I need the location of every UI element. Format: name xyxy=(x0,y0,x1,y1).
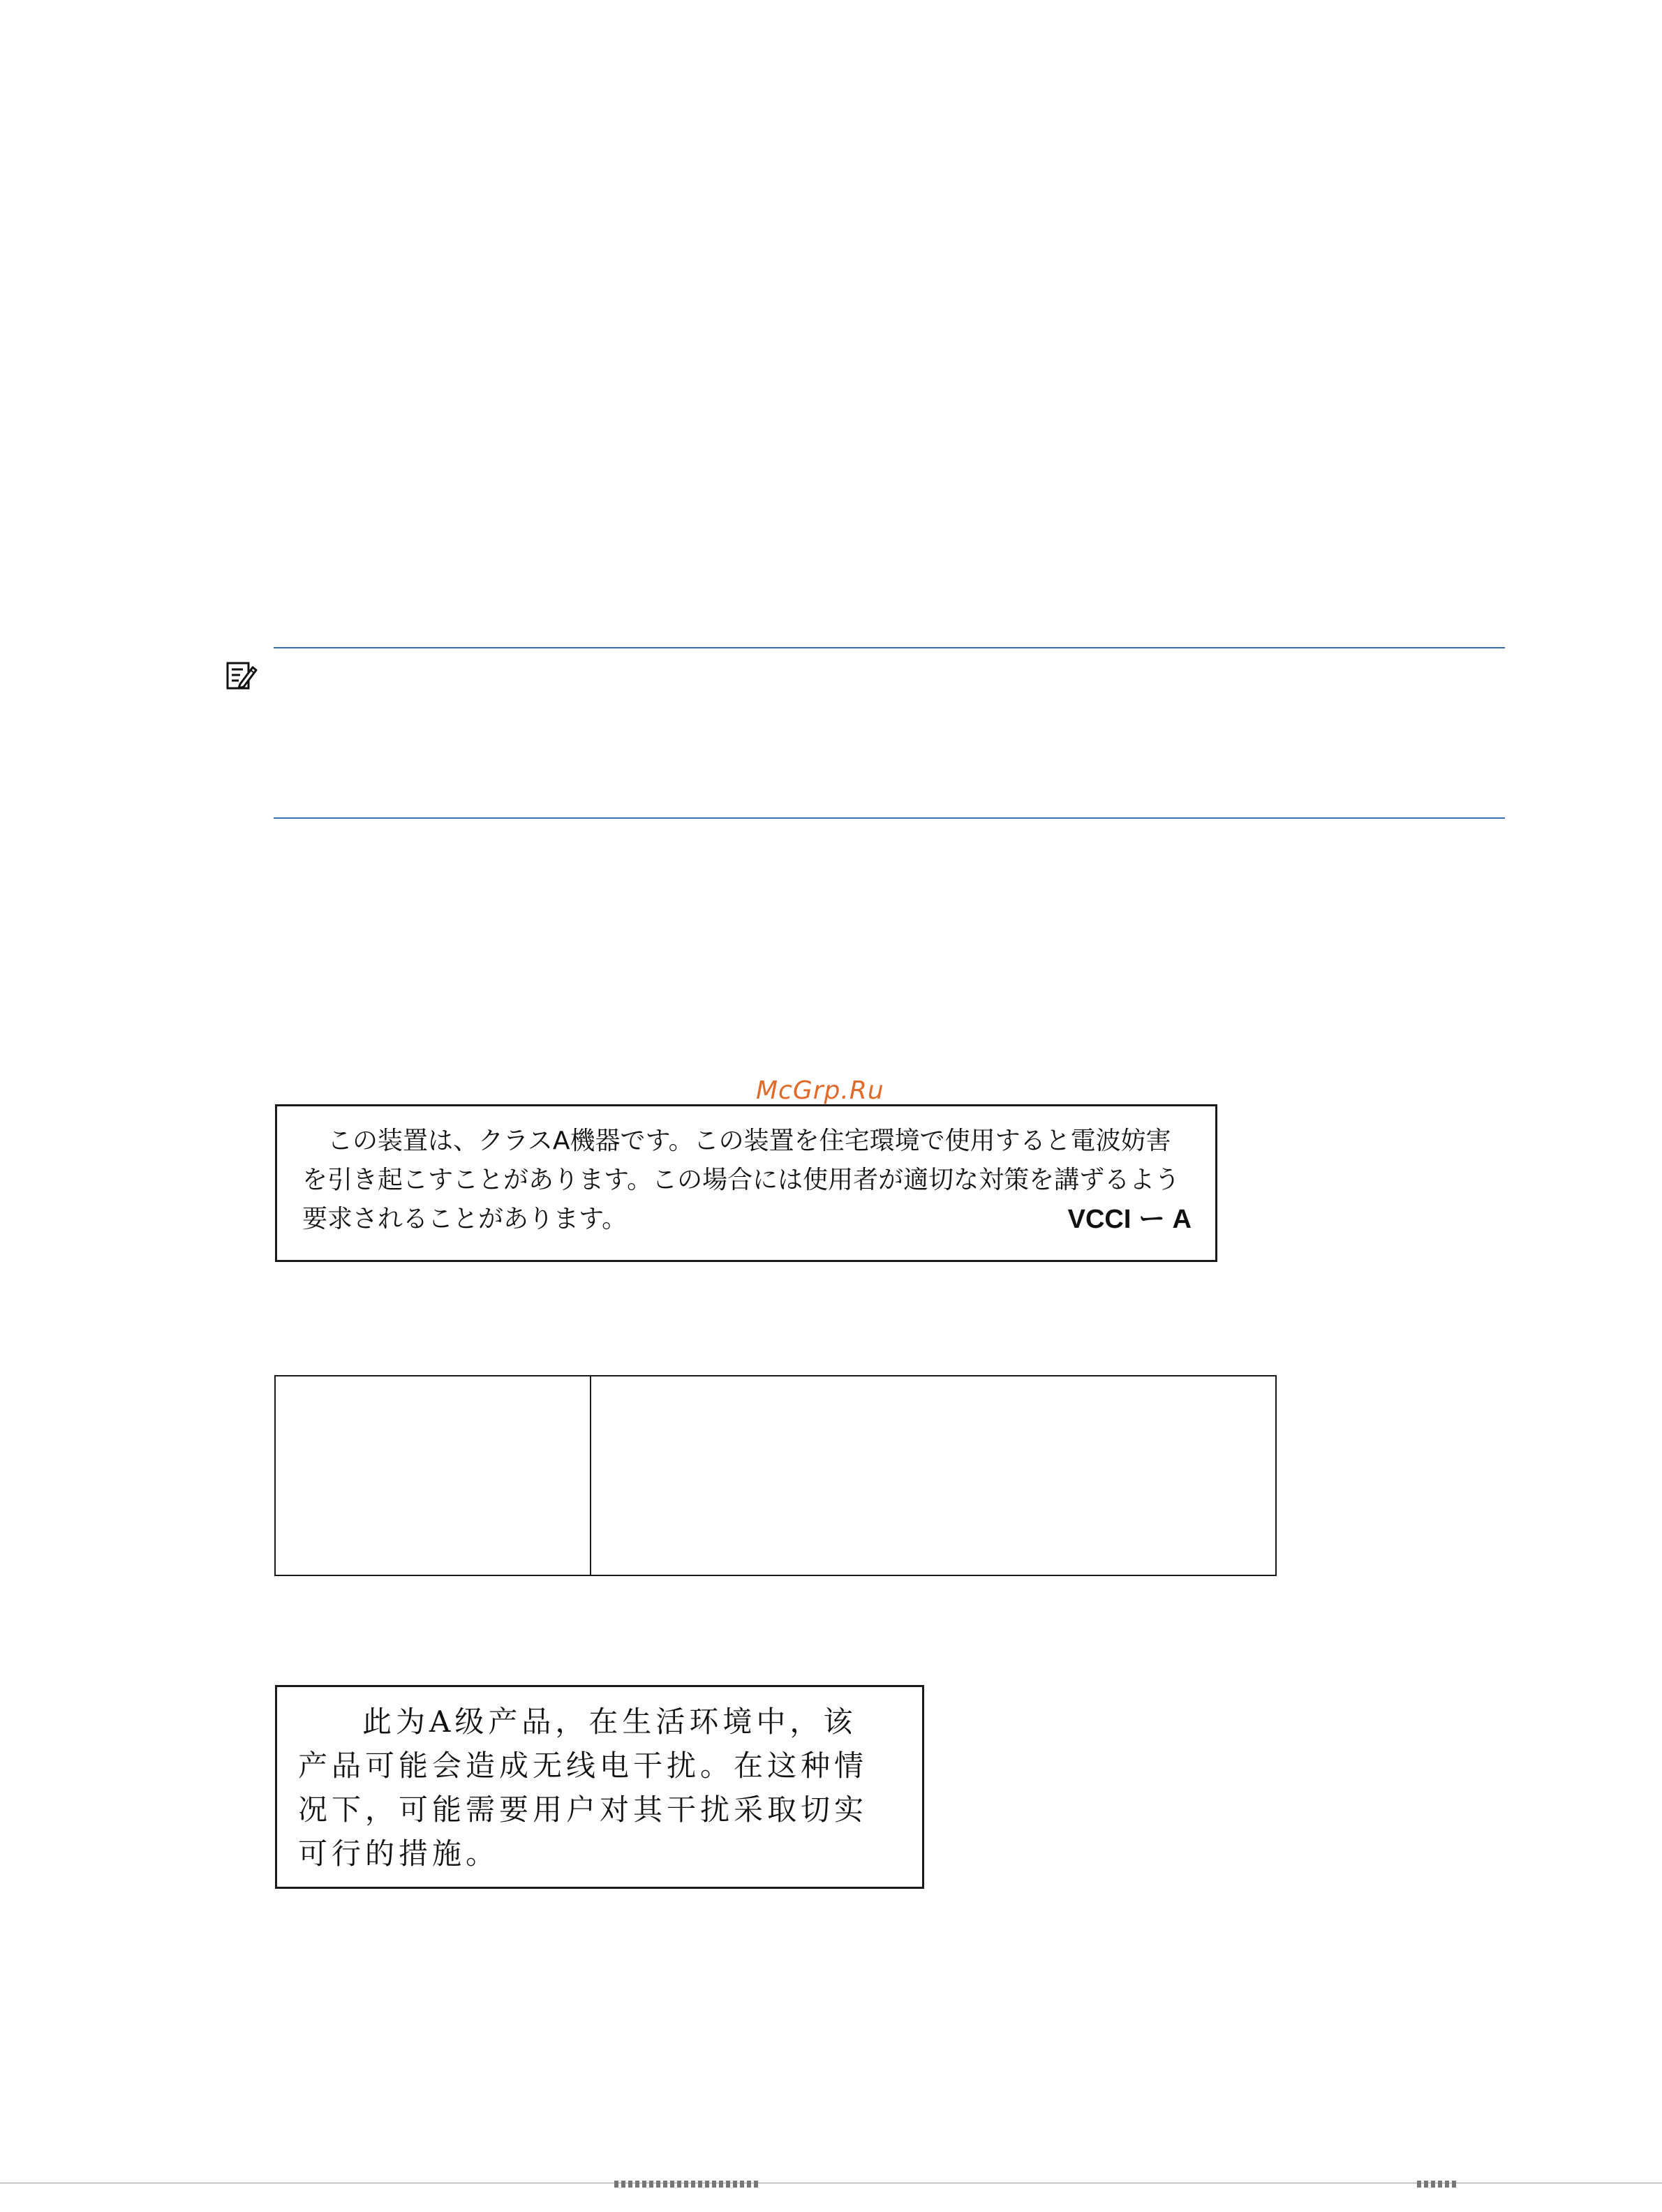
vcci-mark: VCCI ー A xyxy=(1067,1205,1192,1234)
table-cell xyxy=(275,1376,591,1575)
china-notice-line: 可行的措施。 xyxy=(298,1836,500,1871)
vcci-notice-line: この装置は、クラスA機器です。この装置を住宅環境で使用すると電波妨害 xyxy=(327,1127,1171,1155)
china-notice-box xyxy=(275,1685,924,1889)
empty-table xyxy=(274,1375,1277,1576)
note-icon xyxy=(225,659,258,692)
china-notice-line: 产品可能会造成无线电干扰。在这种情 xyxy=(298,1749,868,1783)
vcci-notice-line: を引き起こすことがあります。この場合には使用者が適切な対策を講ずるよう xyxy=(302,1166,1180,1194)
china-notice-line: 此为A级产品，在生活环境中，该 xyxy=(362,1705,857,1739)
china-notice-line: 况下，可能需要用户对其干扰采取切实 xyxy=(298,1792,868,1827)
vcci-notice-line: 要求されることがあります。 xyxy=(302,1205,628,1233)
vcci-notice-box xyxy=(275,1104,1217,1262)
note-rule-bottom xyxy=(274,817,1505,819)
footer-mark xyxy=(614,2181,761,2188)
table-row xyxy=(275,1376,1276,1575)
watermark: McGrp.Ru xyxy=(756,1076,884,1105)
note-rule-top xyxy=(274,647,1505,648)
table-cell xyxy=(591,1376,1276,1575)
footer-mark xyxy=(1417,2181,1459,2188)
